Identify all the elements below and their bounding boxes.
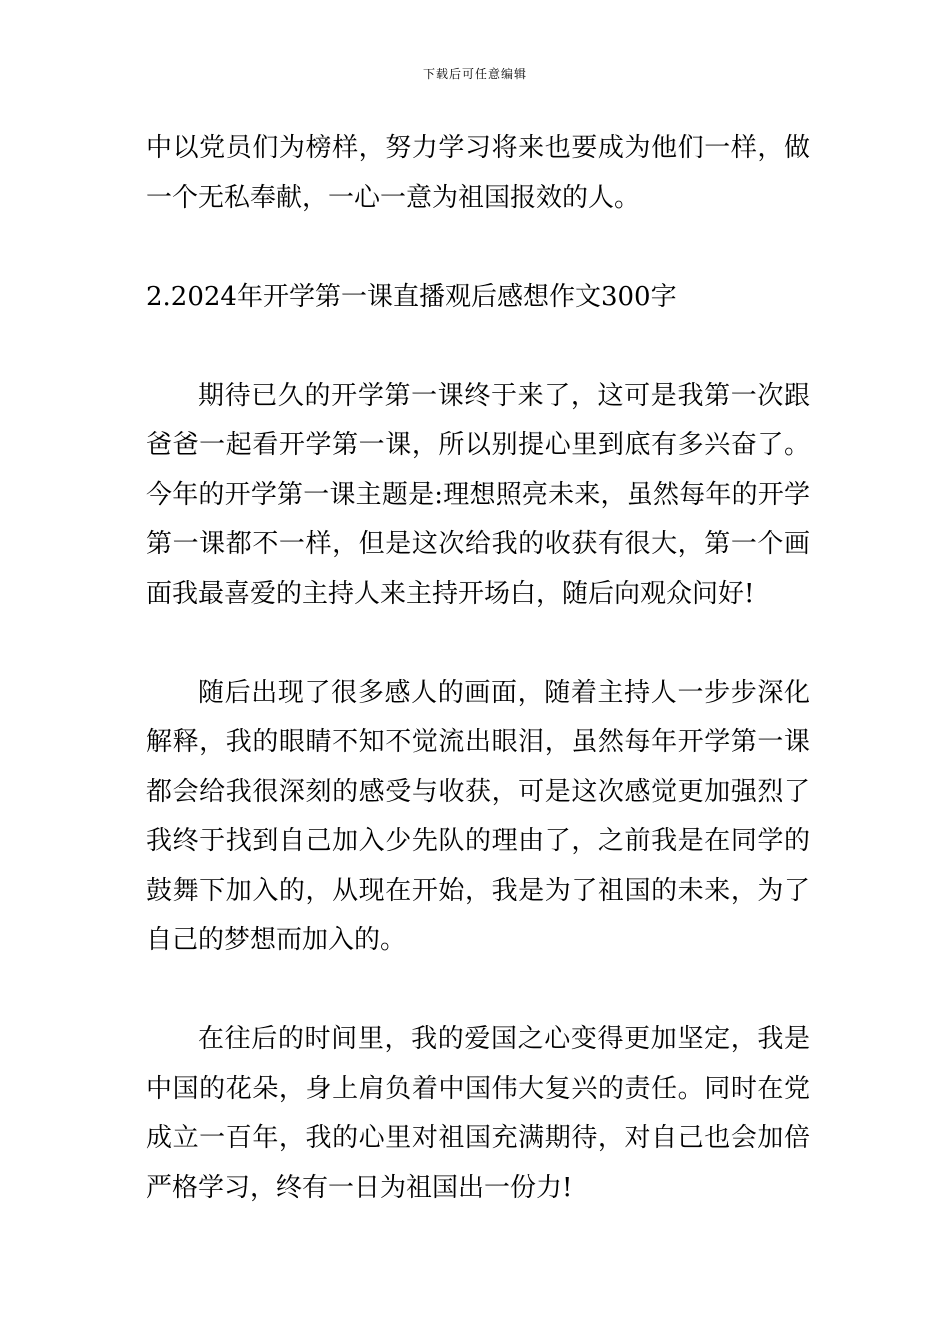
paragraph-3: 在往后的时间里，我的爱国之心变得更加坚定，我是中国的花朵，身上肩负着中国伟大复兴的责任。同时在党成立一百年，我的心里对祖国充满期待，对自己也会加倍严格学习，终有一日为祖国出一份力! xyxy=(146,1024,810,1203)
paragraph-gap xyxy=(146,223,810,273)
paragraph-gap xyxy=(146,966,810,1016)
document-body xyxy=(146,124,810,1213)
paragraph-2: 随后出现了很多感人的画面，随着主持人一步步深化解释，我的眼睛不知不觉流出眼泪，虽然每年开学第一课都会给我很深刻的感受与收获，可是这次感觉更加强烈了我终于找到自己加入少先队的理由了，之前我是在同学的鼓舞下加入的，从现在开始，我是为了祖国的未来，为了自己的梦想而加入的。 xyxy=(146,677,810,955)
paragraph-1: 期待已久的开学第一课终于来了，这可是我第一次跟爸爸一起看开学第一课，所以别提心里到底有多兴奋了。今年的开学第一课主题是:理想照亮未来，虽然每年的开学第一课都不一样，但是这次给我的收获有很大，第一个画面我最喜爱的主持人来主持开场白，随后向观众问好! xyxy=(146,380,810,609)
paragraph-gap xyxy=(146,322,810,372)
section-heading: 2.2024年开学第一课直播观后感想作文300字 xyxy=(146,281,677,312)
header-note: 下载后可任意编辑 xyxy=(422,67,527,81)
paragraph-continuation: 中以党员们为榜样，努力学习将来也要成为他们一样，做一个无私奉献，一心一意为祖国报效的人。 xyxy=(146,133,810,213)
paragraph-gap xyxy=(146,619,810,669)
